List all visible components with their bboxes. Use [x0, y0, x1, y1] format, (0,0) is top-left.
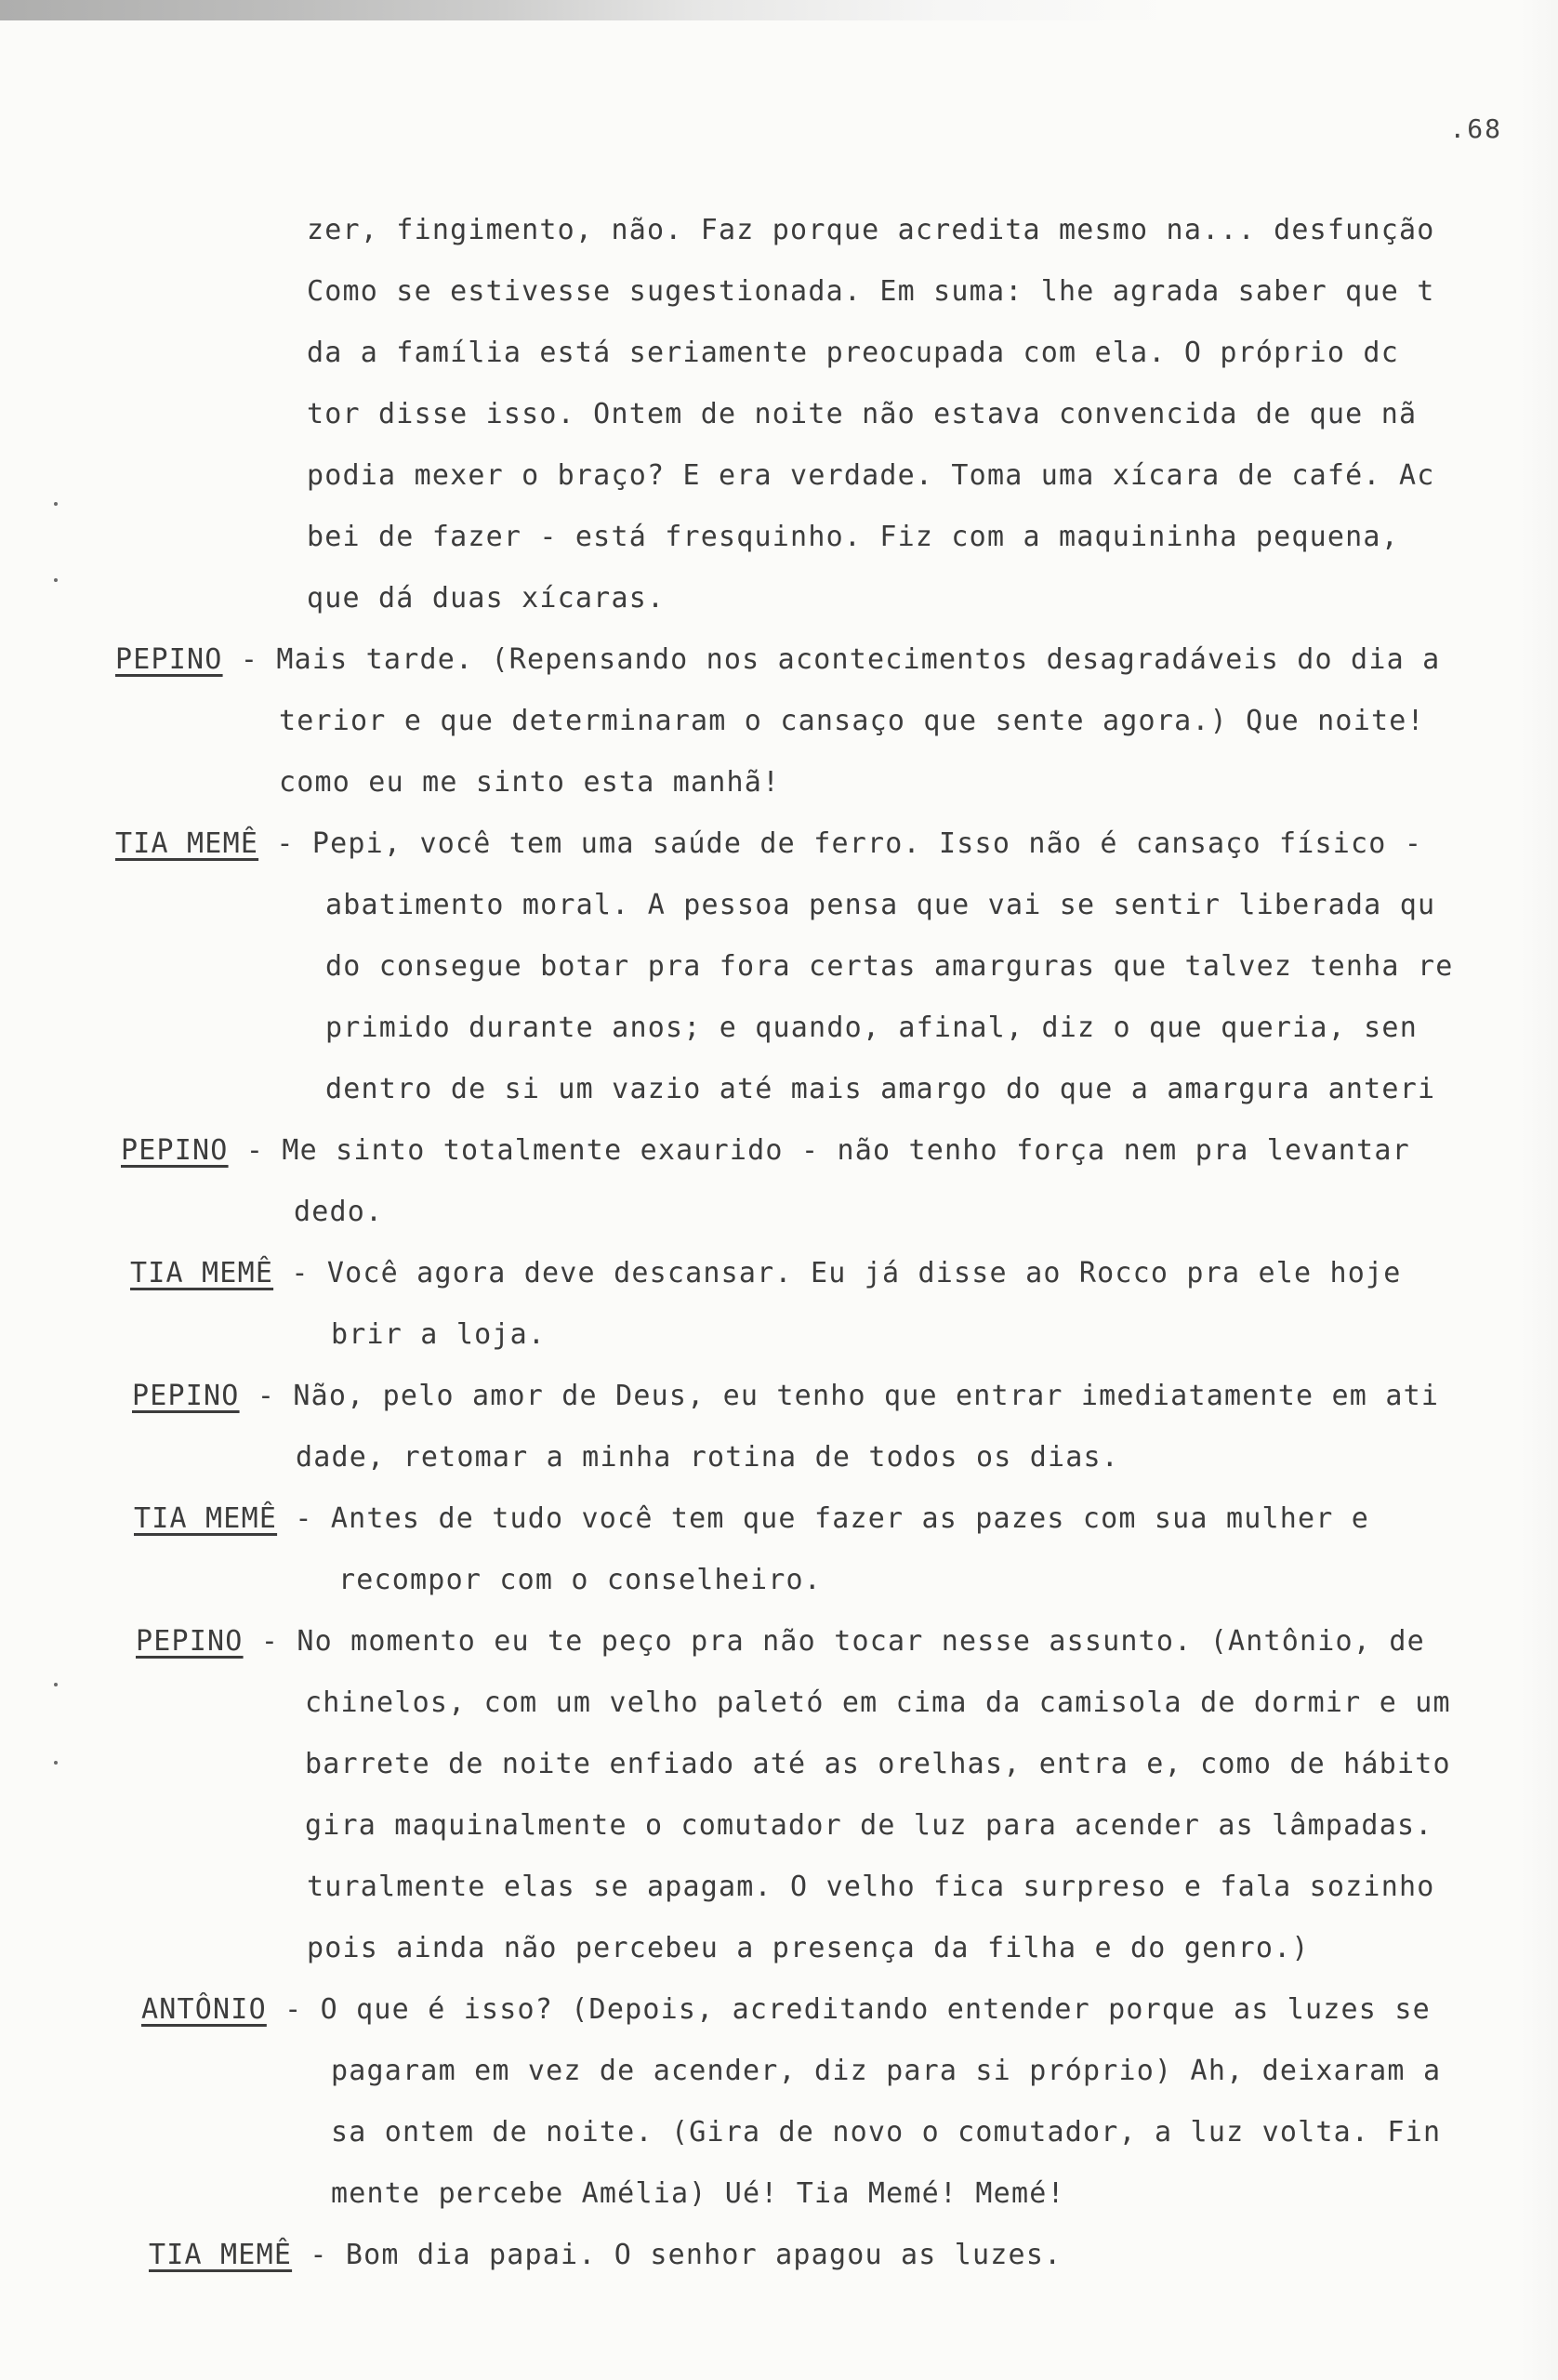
- text-line: como eu me sinto esta manhã!: [279, 766, 781, 799]
- text-line: mente percebe Amélia) Ué! Tia Memé! Memé!: [331, 2177, 1065, 2210]
- dialogue-line: TIA MEMÊ - Bom dia papai. O senhor apagou as luzes.: [149, 2239, 1063, 2271]
- speaker-name: TIA MEMÊ: [134, 1502, 278, 1535]
- text-line: terior e que determinaram o cansaço que sente agora.) Que noite!: [279, 705, 1425, 737]
- text-line: sa ontem de noite. (Gira de novo o comutador, a luz volta. Fin: [331, 2116, 1442, 2149]
- speaker-name: PEPINO: [136, 1625, 244, 1658]
- text-line: abatimento moral. A pessoa pensa que vai se sentir liberada qu: [325, 889, 1436, 921]
- dialogue-line: PEPINO - No momento eu te peço pra não tocar nesse assunto. (Antônio, de: [136, 1625, 1425, 1658]
- text-line: dade, retomar a minha rotina de todos os dias.: [296, 1441, 1120, 1474]
- dialogue-line: TIA MEMÊ - Antes de tudo você tem que fazer as pazes com sua mulher e: [134, 1502, 1370, 1535]
- text-line: chinelos, com um velho paletó em cima da camisola de dormir e um: [305, 1686, 1451, 1719]
- speaker-name: PEPINO: [121, 1134, 229, 1167]
- text-line: brir a loja.: [331, 1318, 547, 1351]
- speaker-name: PEPINO: [132, 1380, 240, 1412]
- text-line: bei de fazer - está fresquinho. Fiz com a maquininha pequena,: [307, 521, 1399, 553]
- text-line: zer, fingimento, não. Faz porque acredita mesmo na... desfunção: [307, 214, 1435, 246]
- speaker-name: ANTÔNIO: [141, 1993, 267, 2026]
- text-line: dentro de si um vazio até mais amargo do que a amargura anteri: [325, 1073, 1436, 1105]
- text-line: tor disse isso. Ontem de noite não estava convencida de que nã: [307, 398, 1418, 430]
- scan-speck: [54, 1761, 58, 1765]
- scan-speck: [54, 578, 58, 582]
- speaker-name: PEPINO: [115, 643, 223, 676]
- text-line: gira maquinalmente o comutador de luz para acender as lâmpadas.: [305, 1809, 1433, 1842]
- speaker-name: TIA MEMÊ: [130, 1257, 274, 1289]
- text-line: dedo.: [294, 1196, 384, 1228]
- scan-speck: [54, 502, 58, 506]
- page-number: .68: [1449, 113, 1502, 144]
- text-line: da a família está seriamente preocupada com ela. O próprio dc: [307, 337, 1399, 369]
- text-line: pois ainda não percebeu a presença da filha e do genro.): [307, 1932, 1310, 1964]
- text-line: pagaram em vez de acender, diz para si próprio) Ah, deixaram a: [331, 2055, 1442, 2087]
- text-line: que dá duas xícaras.: [307, 582, 666, 615]
- dialogue-line: TIA MEMÊ - Pepi, você tem uma saúde de ferro. Isso não é cansaço físico -: [115, 827, 1423, 860]
- dialogue-line: PEPINO - Não, pelo amor de Deus, eu tenho que entrar imediatamente em ati: [132, 1380, 1440, 1412]
- text-line: primido durante anos; e quando, afinal, diz o que queria, sen: [325, 1012, 1418, 1044]
- dialogue-line: TIA MEMÊ - Você agora deve descansar. Eu já disse ao Rocco pra ele hoje: [130, 1257, 1402, 1289]
- text-line: podia mexer o braço? E era verdade. Toma uma xícara de café. Ac: [307, 459, 1435, 492]
- dialogue-line: PEPINO - Mais tarde. (Repensando nos acontecimentos desagradáveis do dia a: [115, 643, 1441, 676]
- text-line: Como se estivesse sugestionada. Em suma: lhe agrada saber que t: [307, 275, 1435, 308]
- dialogue-line: PEPINO - Me sinto totalmente exaurido - não tenho força nem pra levantar: [121, 1134, 1410, 1167]
- text-line: barrete de noite enfiado até as orelhas, entra e, como de hábito: [305, 1748, 1451, 1780]
- dialogue-line: ANTÔNIO - O que é isso? (Depois, acreditando entender porque as luzes se: [141, 1993, 1431, 2026]
- scan-top-edge: [0, 0, 1558, 20]
- text-line: do consegue botar pra fora certas amarguras que talvez tenha re: [325, 950, 1454, 983]
- speaker-name: TIA MEMÊ: [149, 2239, 293, 2271]
- speaker-name: TIA MEMÊ: [115, 827, 259, 860]
- text-line: turalmente elas se apagam. O velho fica surpreso e fala sozinho: [307, 1871, 1435, 1903]
- text-line: recompor com o conselheiro.: [338, 1564, 823, 1596]
- scan-speck: [54, 1683, 58, 1686]
- scan-right-edge: [1521, 0, 1558, 2380]
